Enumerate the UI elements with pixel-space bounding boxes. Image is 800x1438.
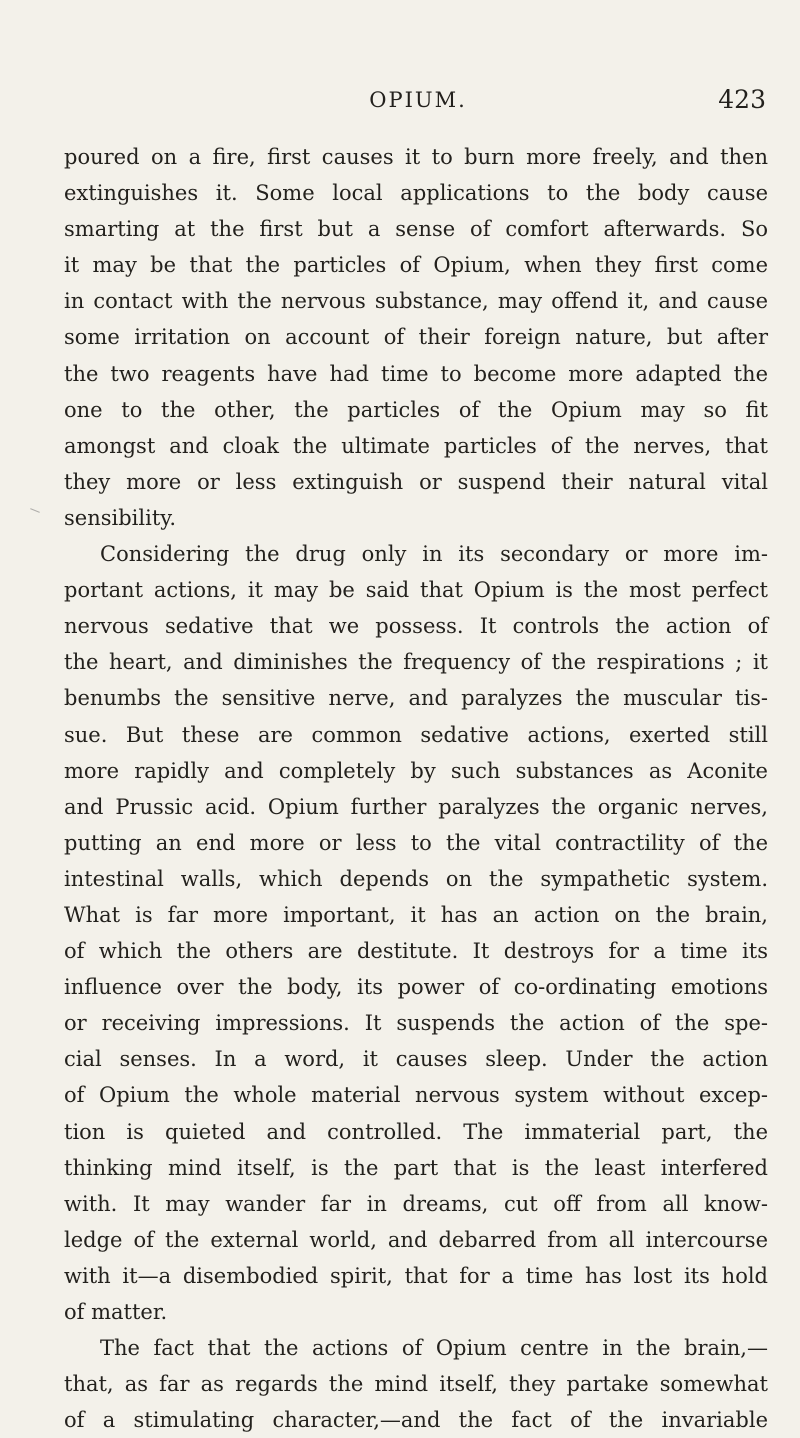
text-line: of which the others are destitute. It destroys for a time its: [64, 939, 768, 964]
paragraph-start-line: The fact that the actions of Opium centre in the brain,—: [100, 1336, 768, 1361]
text-line: tion is quieted and controlled. The immaterial part, the: [64, 1119, 768, 1144]
text-line: poured on a fire, first causes it to burn more freely, and then: [64, 145, 768, 169]
text-line: or receiving impressions. It suspends the action of the spe-: [64, 1011, 768, 1036]
page-number: 423: [718, 85, 766, 114]
text-line: one to the other, the particles of the Opium may so fit: [64, 397, 768, 422]
text-line: putting an end more or less to the vital contractility of the: [64, 830, 768, 855]
text-line: more rapidly and completely by such substances as Aconite: [64, 758, 768, 783]
text-line: of matter.: [64, 1300, 168, 1324]
text-line: What is far more important, it has an action on the brain,: [64, 902, 768, 927]
text-line: some irritation on account of their foreign nature, but after: [64, 325, 768, 350]
text-line: intestinal walls, which depends on the sympathetic system.: [64, 866, 768, 891]
body-text: [64, 139, 768, 1438]
text-line: with it—a disembodied spirit, that for a time has lost its hold: [64, 1263, 768, 1288]
text-line: ledge of the external world, and debarred from all intercourse: [64, 1227, 768, 1252]
text-line: benumbs the sensitive nerve, and paralyzes the muscular tis-: [64, 686, 768, 711]
text-line: thinking mind itself, is the part that is the least interfered: [64, 1155, 768, 1180]
text-line: of a stimulating character,—and the fact of the invariable: [64, 1408, 768, 1433]
margin-mark: [30, 508, 40, 513]
text-line: portant actions, it may be said that Opium is the most perfect: [64, 578, 768, 603]
text-line: nervous sedative that we possess. It controls the action of: [64, 614, 768, 639]
text-line: they more or less extinguish or suspend their natural vital: [64, 469, 768, 494]
paragraph-start-line: Considering the drug only in its secondary or more im-: [100, 542, 768, 567]
text-line: it may be that the particles of Opium, when they first come: [64, 253, 768, 278]
text-line: and Prussic acid. Opium further paralyzes the organic nerves,: [64, 794, 768, 819]
text-line: the heart, and diminishes the frequency of the respirations ; it: [64, 650, 768, 675]
running-title: OPIUM.: [369, 88, 467, 112]
text-line: extinguishes it. Some local applications to the body cause: [64, 181, 768, 206]
text-line: with. It may wander far in dreams, cut off from all know-: [64, 1191, 768, 1216]
text-line: influence over the body, its power of co-ordinating emotions: [64, 975, 768, 1000]
text-line: that, as far as regards the mind itself, they partake somewhat: [64, 1372, 768, 1397]
text-line: sue. But these are common sedative actions, exerted still: [64, 722, 768, 747]
text-line: amongst and cloak the ultimate particles of the nerves, that: [64, 433, 768, 458]
text-line: the two reagents have had time to become more adapted the: [64, 361, 768, 386]
text-line: in contact with the nervous substance, may offend it, and cause: [64, 289, 768, 314]
running-head: [0, 85, 800, 118]
text-line: cial senses. In a word, it causes sleep. Under the action: [64, 1047, 768, 1072]
text-line: of Opium the whole material nervous system without excep-: [64, 1083, 768, 1108]
text-line: sensibility.: [64, 505, 177, 530]
text-line: smarting at the first but a sense of comfort afterwards. So: [64, 217, 768, 242]
